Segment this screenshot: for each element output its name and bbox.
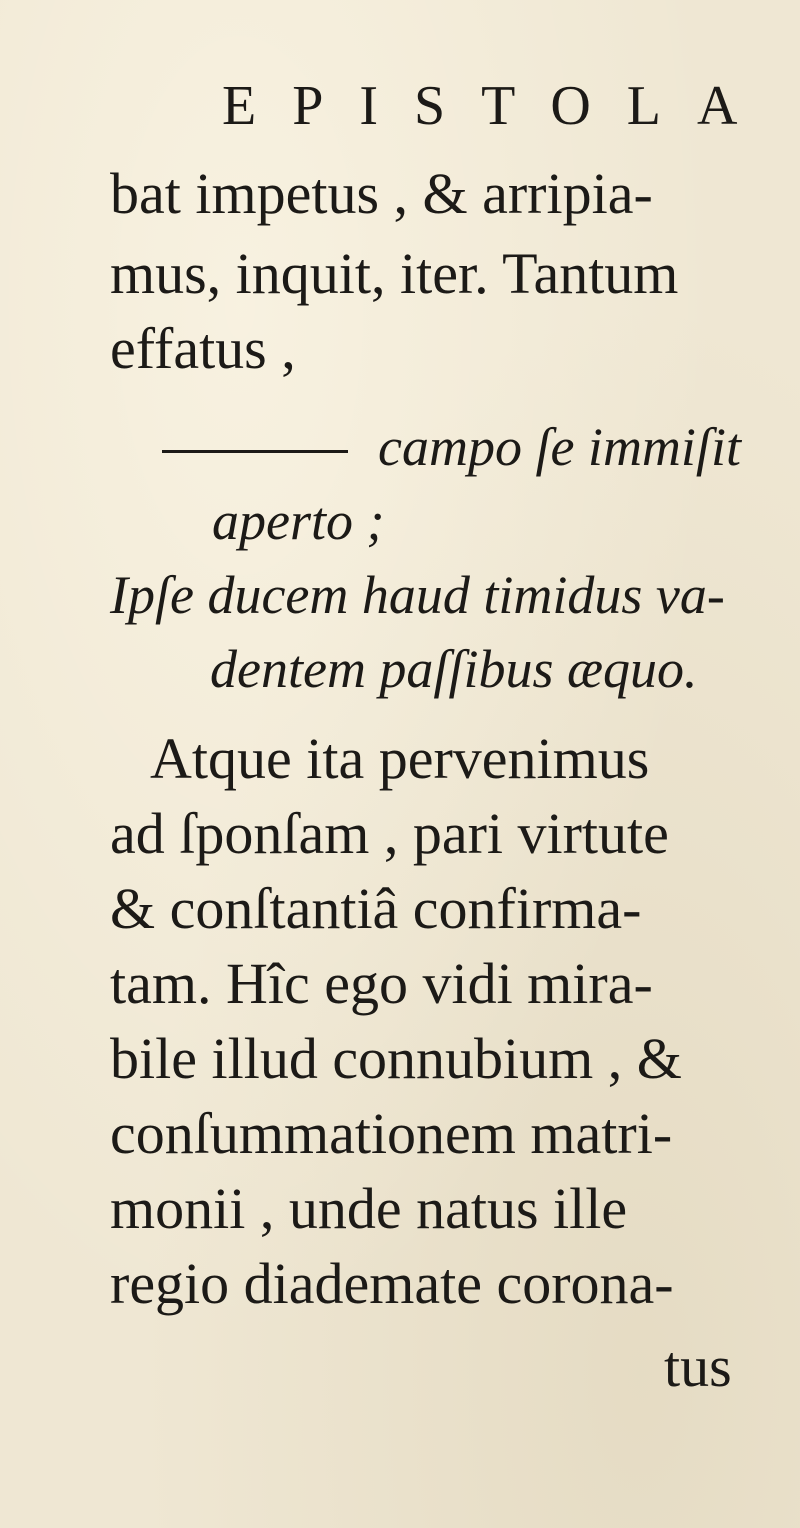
text-line: effatus , [110, 316, 296, 381]
running-head: EPISTOLA [222, 75, 774, 137]
verse-line: dentem paſſibus æquo. [210, 639, 698, 699]
verse-dash [162, 450, 348, 453]
text-line: conſummationem matri- [110, 1101, 673, 1166]
text-line: Atque ita pervenimus [150, 726, 650, 791]
text-line: ad ſponſam , pari virtute [110, 801, 669, 866]
text-line: & conſtantiâ confirma- [110, 876, 642, 941]
text-line: tam. Hîc ego vidi mira- [110, 951, 653, 1016]
text-line: bat impetus , & arripia- [110, 161, 653, 226]
verse-line: campo ſe immiſit [378, 417, 741, 477]
verse-line: Ipſe ducem haud timidus va- [110, 565, 725, 625]
text-line: regio diademate corona- [110, 1251, 674, 1316]
text-line: mus, inquit, iter. Tantum [110, 241, 679, 306]
text-line: monii , unde natus ille [110, 1176, 628, 1241]
text-line: bile illud connubium , & [110, 1026, 682, 1091]
verse-line: aperto ; [212, 491, 385, 551]
catchword: tus [664, 1334, 732, 1399]
